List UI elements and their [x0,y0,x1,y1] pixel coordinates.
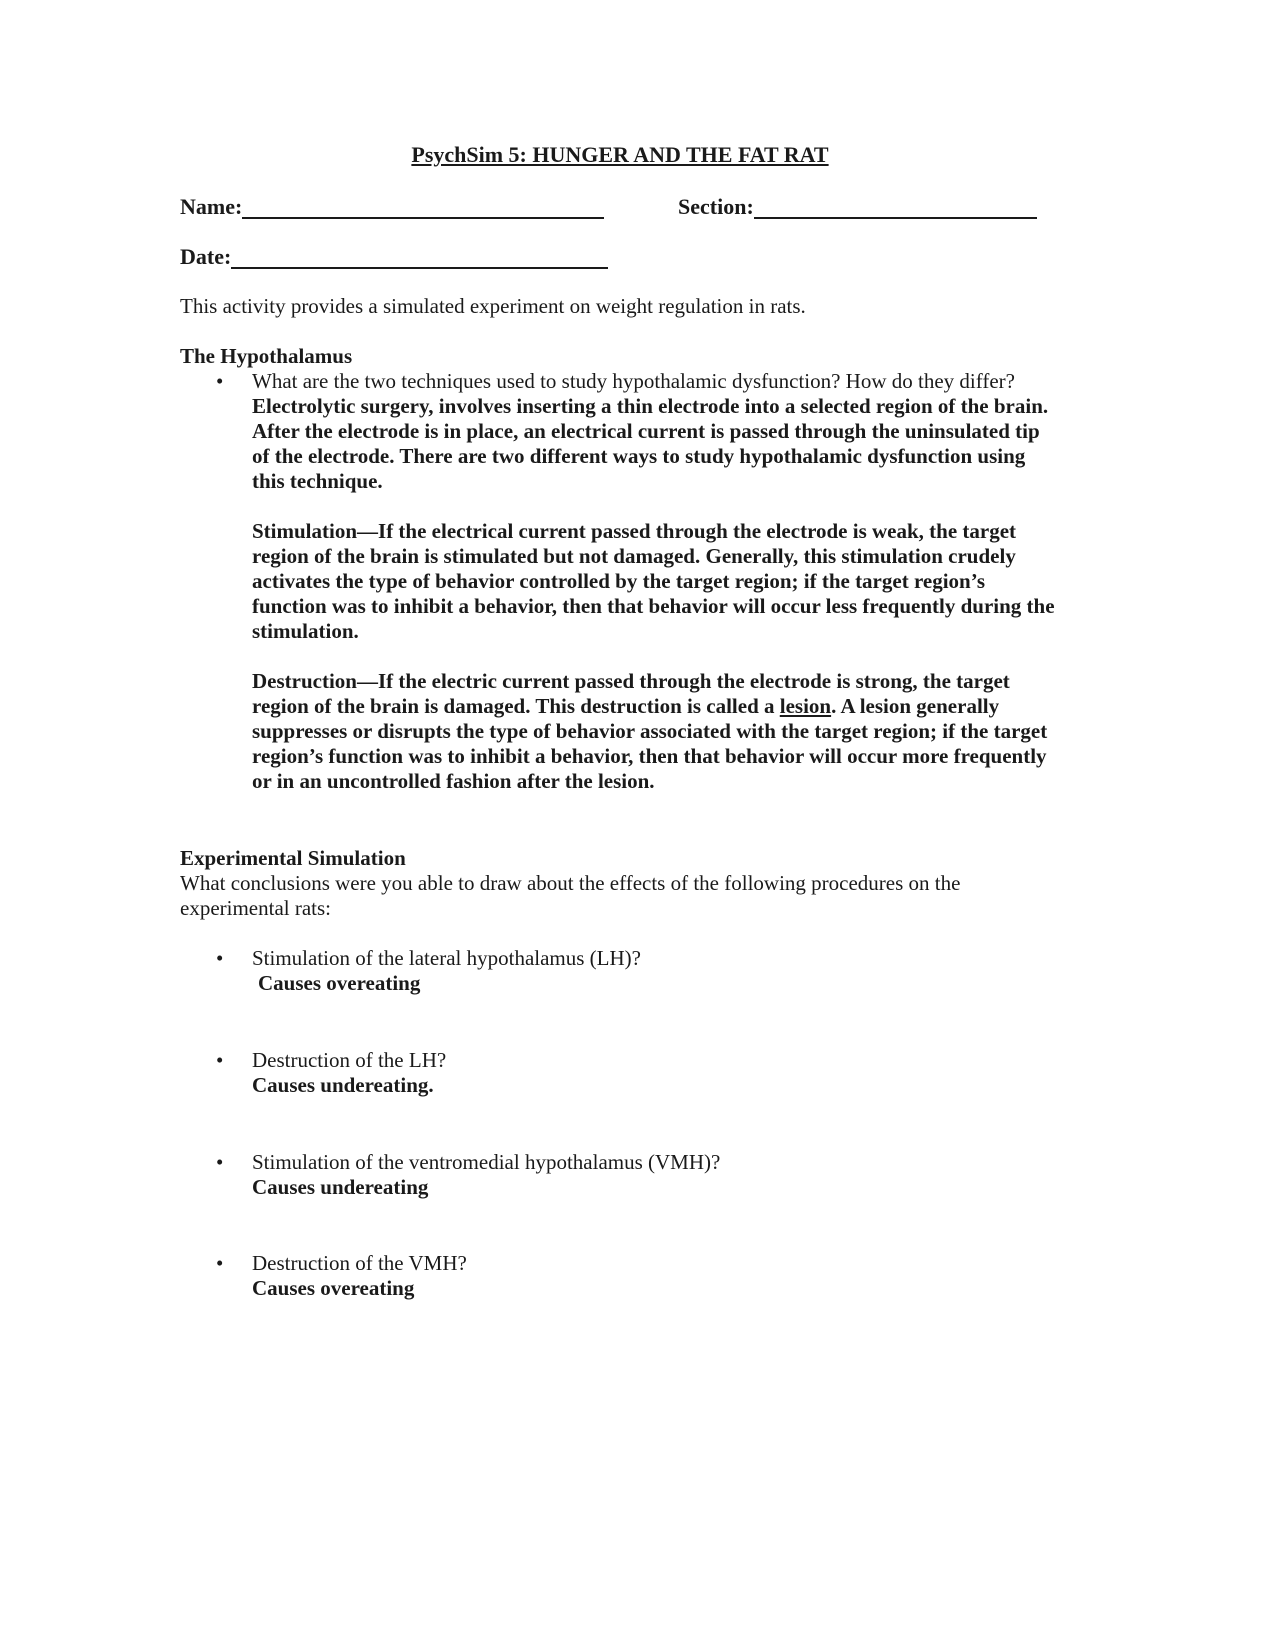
bullet-icon: • [216,1048,224,1072]
bullet-icon: • [216,1150,224,1174]
question-text: Destruction of the LH? [252,1048,447,1072]
section-field[interactable] [754,195,1037,219]
simulation-heading: Experimental Simulation [180,846,406,870]
date-field[interactable] [231,245,608,269]
hypothalamus-question: What are the two techniques used to study hypothalamic dysfunction? How do they differ? [252,369,1015,393]
lesion-term: lesion [779,694,832,718]
name-field-row [180,194,604,219]
bullet-icon: • [216,369,224,393]
list-item [180,1048,1060,1098]
list-item [180,1150,1060,1200]
page-title: PsychSim 5: HUNGER AND THE FAT RAT [411,142,829,167]
answer-text: Causes undereating. [252,1073,434,1097]
question-text: Stimulation of the ventromedial hypothalamus (VMH)? [252,1150,721,1174]
hypothalamus-heading: The Hypothalamus [180,344,353,368]
name-label: Name: [180,194,243,219]
question-text: Stimulation of the lateral hypothalamus (LH)? [252,946,641,970]
section-field-row [678,194,1037,219]
answer-paragraph: Stimulation—If the electrical current passed through the electrode is weak, the target region of the brain is stimulated but not damaged. Generally, this stimulation crudely activates the type of behavior controlled by the target region; if the target region’s function was to inhibit a behavior, then that behavior will occur less frequently during the stimulation. [252,519,1055,643]
question-text: Destruction of the VMH? [252,1251,467,1275]
bullet-icon: • [216,946,224,970]
answer-text: Causes overeating [252,1276,415,1300]
simulation-prompt: What conclusions were you able to draw about the effects of the following procedures on the experimental rats: [180,871,961,920]
answer-text: Causes undereating [252,1175,429,1199]
answer-text: Causes overeating [258,971,421,995]
date-label: Date: [180,244,232,269]
answer-paragraph: Electrolytic surgery, involves inserting a thin electrode into a selected region of the brain. After the electrode is in place, an electrical current is passed through the uninsulated tip of the electrode. There are two different ways to study hypothalamic dysfunction using this technique. [252,394,1049,493]
answer-text: . A lesion generally suppresses or disrupts the type of behavior associated with the target region; if the target region’s function was to inhibit a behavior, then that behavior will occur more frequently or in an uncontrolled fashion after the lesion. [252,694,1048,793]
list-item [180,369,1060,794]
name-field[interactable] [242,195,604,219]
date-field-row [180,244,608,269]
list-item [180,946,1060,996]
intro-text: This activity provides a simulated experiment on weight regulation in rats. [180,294,806,318]
answer-paragraph [252,669,1060,794]
list-item [180,1251,1060,1301]
answer-text: Destruction—If the electric current passed through the electrode is strong, the target region of the brain is damaged. This destruction is called a [252,669,1010,718]
simulation-section [180,846,1060,1300]
section-label: Section: [678,194,754,219]
hypothalamus-section [180,344,1060,794]
bullet-icon: • [216,1251,224,1275]
